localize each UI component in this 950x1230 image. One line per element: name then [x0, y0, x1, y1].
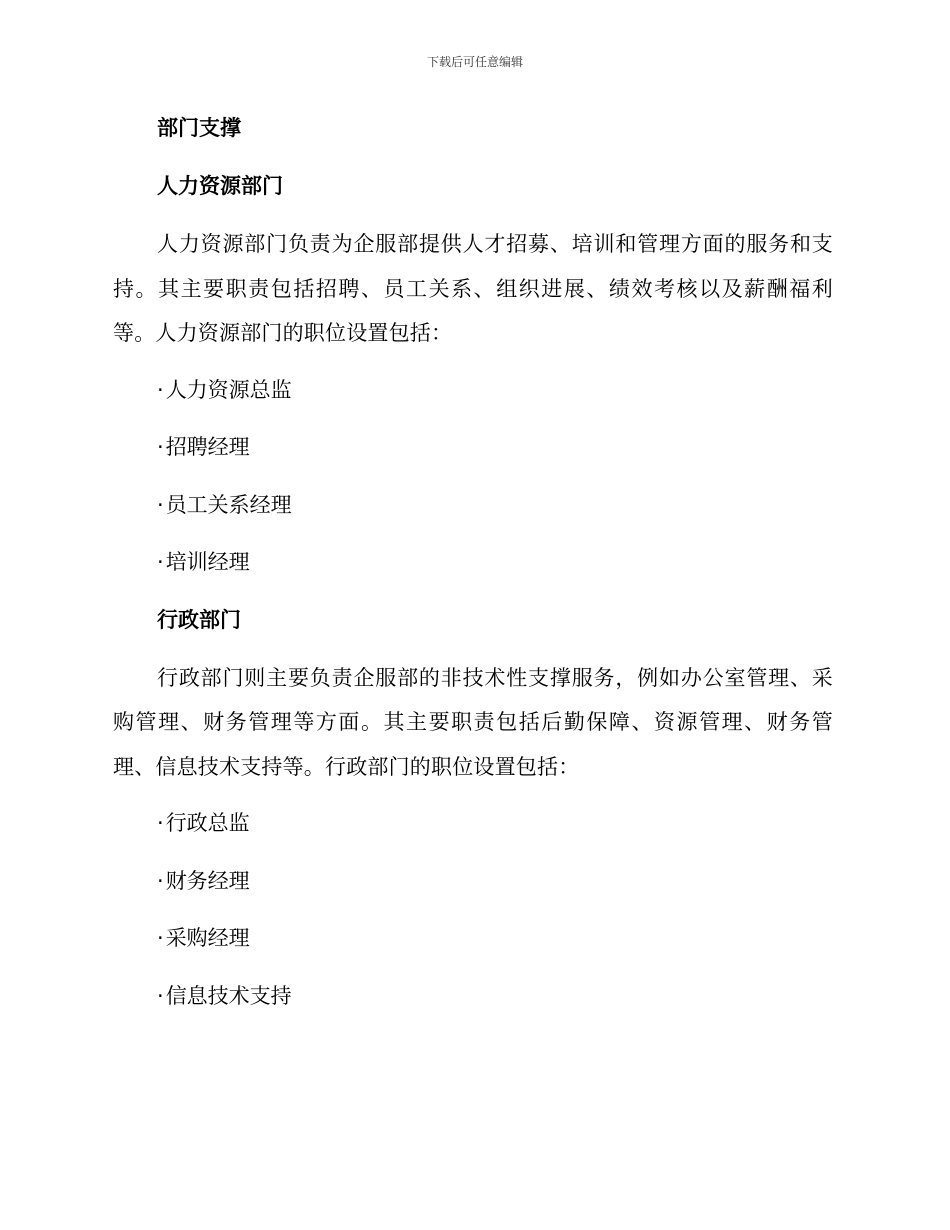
hr-heading: 人力资源部门 [157, 174, 283, 198]
hr-position-list [113, 370, 833, 583]
bullet: · [157, 377, 164, 402]
list-item-text: 采购经理 [165, 926, 250, 950]
bullet: · [157, 868, 164, 893]
list-item [113, 861, 833, 901]
document-body [113, 108, 833, 1033]
list-item [113, 976, 833, 1016]
admin-heading: 行政部门 [157, 607, 241, 632]
list-item [113, 918, 833, 958]
list-item [113, 370, 833, 410]
list-item [113, 485, 833, 525]
list-item [113, 542, 833, 582]
list-item-text: 员工关系经理 [165, 492, 292, 517]
list-item [113, 803, 833, 843]
bullet: · [157, 811, 164, 835]
bullet: · [157, 983, 164, 1008]
bullet: · [157, 550, 164, 574]
list-item-text: 财务经理 [165, 868, 250, 893]
list-item-text: 行政总监 [165, 811, 250, 835]
bullet: · [157, 492, 164, 517]
bullet: · [157, 435, 164, 459]
hr-paragraph: 人力资源部门负责为企服部提供人才招募、培训和管理方面的服务和支持。其主要职责包括招聘、员工关系、组织进展、绩效考核以及薪酬福利等。人力资源部门的职位设置包括： [113, 232, 833, 345]
list-item [113, 427, 833, 467]
page-header: 下载后可任意编辑 [426, 55, 523, 69]
list-item-text: 招聘经理 [165, 435, 250, 459]
section-title: 部门支撑 [157, 116, 241, 140]
list-item-text: 人力资源总监 [165, 377, 292, 402]
list-item-text: 信息技术支持 [165, 983, 292, 1008]
admin-position-list [113, 803, 833, 1016]
admin-paragraph: 行政部门则主要负责企服部的非技术性支撑服务，例如办公室管理、采购管理、财务管理等方面。其主要职责包括后勤保障、资源管理、财务管理、信息技术支持等。行政部门的职位设置包括： [113, 665, 833, 779]
bullet: · [157, 926, 164, 950]
list-item-text: 培训经理 [165, 550, 250, 574]
